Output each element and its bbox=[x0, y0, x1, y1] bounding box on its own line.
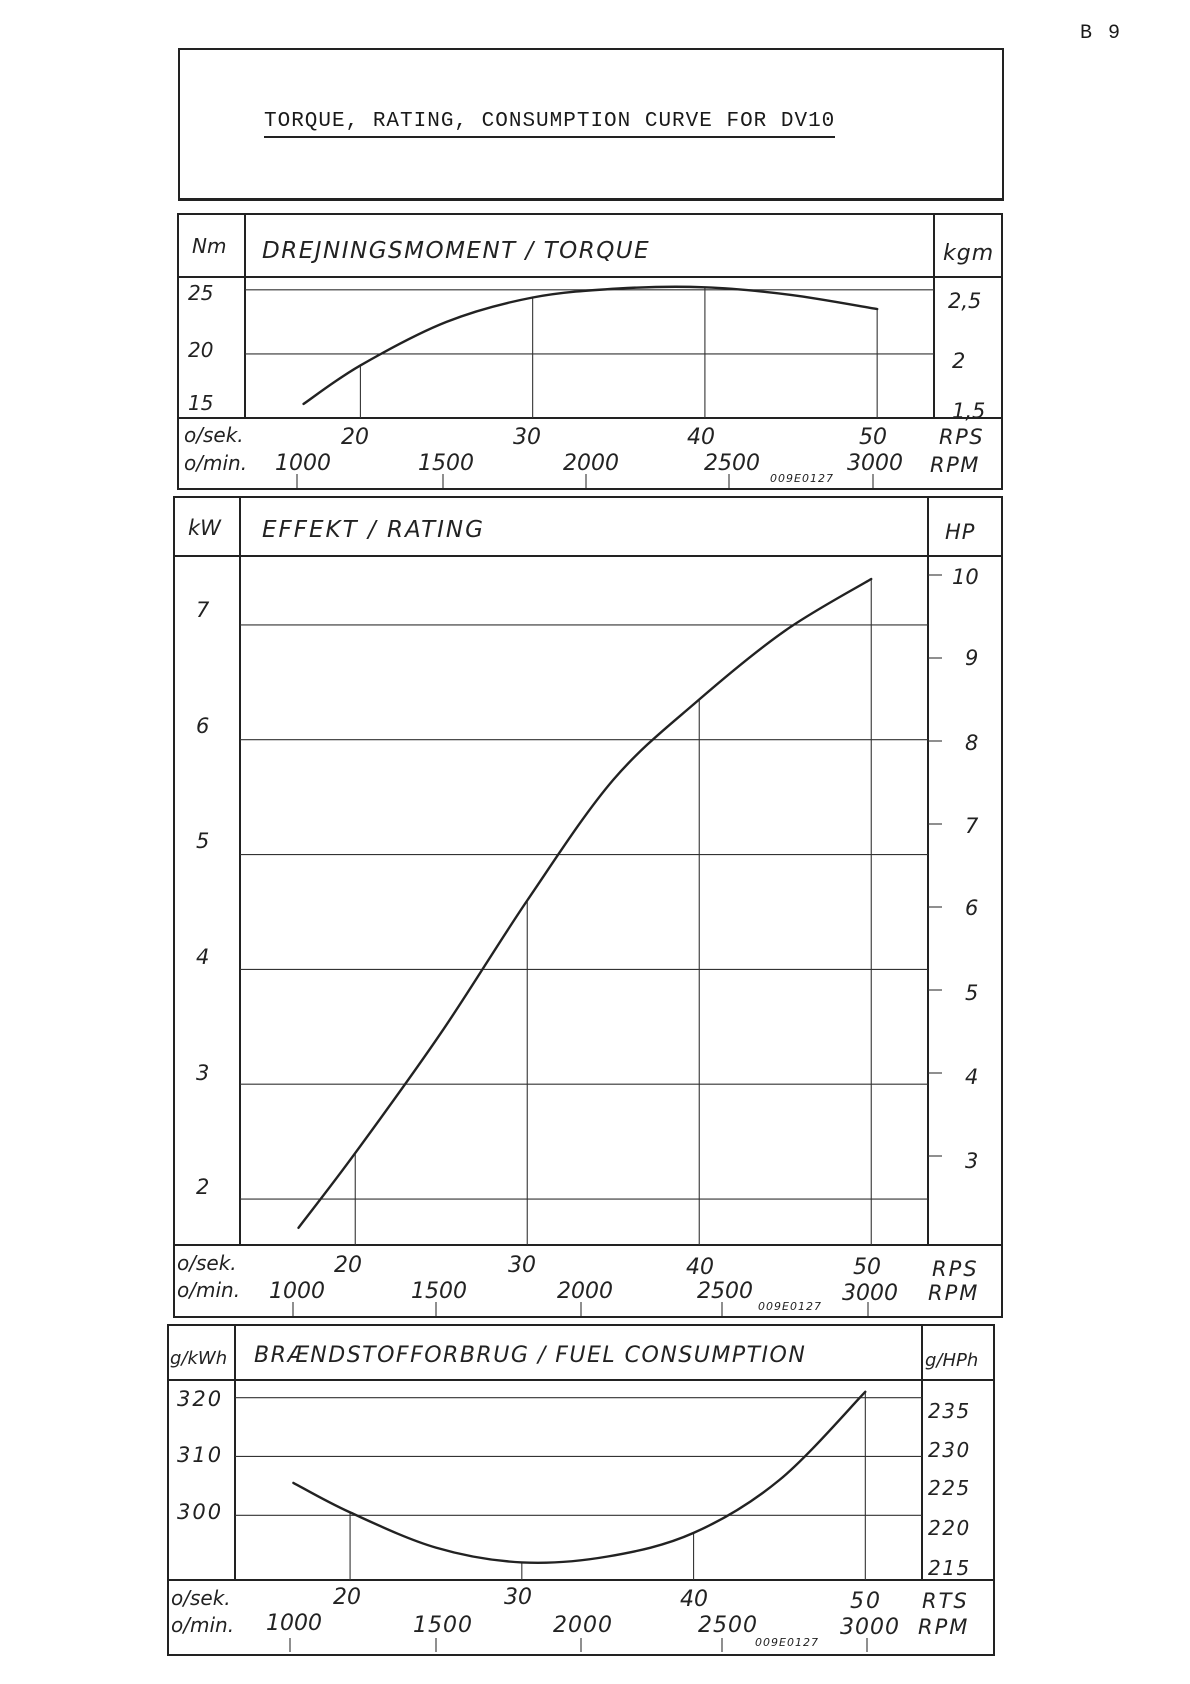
rating-chart bbox=[174, 497, 1002, 1317]
fuel-rpm-tick-1500: 1500 bbox=[413, 1613, 473, 1638]
fuel-yticks-right bbox=[928, 1399, 971, 1580]
rating-ytick-right-10: 10 bbox=[952, 565, 979, 589]
fuel-rps-tick-40: 40 bbox=[680, 1587, 708, 1612]
rating-curve bbox=[299, 579, 872, 1228]
torque-rpm-tick-2500: 2500 bbox=[704, 451, 760, 476]
torque-drop-lines bbox=[360, 287, 877, 418]
torque-ytick-25: 25 bbox=[188, 281, 214, 305]
torque-x-axis bbox=[184, 423, 984, 488]
rating-x-axis bbox=[177, 1251, 979, 1316]
torque-rps-row-label: o/sek. bbox=[184, 423, 244, 447]
rating-rpm-tick-2000: 2000 bbox=[557, 1279, 613, 1304]
torque-yticks bbox=[188, 281, 213, 415]
rating-rpm-row-label: o/min. bbox=[177, 1278, 241, 1302]
rating-ytick-right-4: 4 bbox=[965, 1065, 979, 1089]
rating-title: EFFEKT / RATING bbox=[262, 517, 485, 543]
rating-rpm-unit: RPM bbox=[928, 1281, 980, 1305]
torque-curve bbox=[304, 287, 878, 404]
rating-ytick-right-7: 7 bbox=[965, 814, 979, 838]
fuel-ytick-320: 320 bbox=[177, 1387, 224, 1411]
rating-rpm-tick-1000: 1000 bbox=[269, 1279, 325, 1304]
fuel-drawing-ref: 009E0127 bbox=[755, 1636, 819, 1649]
torque-ytick-20: 20 bbox=[188, 338, 214, 362]
fuel-ylabel: g/kWh bbox=[170, 1348, 228, 1369]
rating-ytick-5: 5 bbox=[196, 829, 210, 853]
fuel-rpm-tick-1000: 1000 bbox=[266, 1611, 322, 1636]
page-code: B 9 bbox=[1080, 22, 1123, 45]
rating-rps-unit: RPS bbox=[932, 1257, 979, 1281]
fuel-rps-tick-20: 20 bbox=[333, 1585, 361, 1610]
rating-ytick-4: 4 bbox=[196, 945, 210, 969]
fuel-rpm-row-label: o/min. bbox=[171, 1613, 235, 1637]
rating-rps-row-label: o/sek. bbox=[177, 1251, 237, 1275]
fuel-rpm-unit: RPM bbox=[918, 1615, 970, 1639]
rating-ylabel: kW bbox=[188, 516, 221, 540]
fuel-ytick-right-220: 220 bbox=[928, 1516, 971, 1540]
fuel-curve bbox=[293, 1392, 865, 1563]
torque-chart bbox=[178, 214, 1002, 489]
torque-rpm-tick-3000: 3000 bbox=[847, 451, 903, 476]
torque-gridlines bbox=[245, 290, 934, 354]
fuel-chart bbox=[168, 1325, 994, 1655]
torque-rps-tick-50: 50 bbox=[859, 425, 887, 450]
fuel-gridlines bbox=[235, 1398, 922, 1516]
fuel-ytick-right-230: 230 bbox=[928, 1438, 971, 1462]
torque-ytick-right-2-5: 2,5 bbox=[948, 289, 982, 313]
torque-ylabel: Nm bbox=[192, 234, 227, 258]
fuel-rpm-tick-2000: 2000 bbox=[553, 1613, 613, 1638]
torque-ytick-right-1-5: 1,5 bbox=[952, 399, 986, 423]
fuel-rpm-tick-2500: 2500 bbox=[698, 1613, 758, 1638]
rating-ytick-7: 7 bbox=[196, 598, 210, 622]
fuel-ytick-right-215: 215 bbox=[928, 1556, 971, 1580]
rating-ytick-right-6: 6 bbox=[965, 896, 979, 920]
fuel-ytick-300: 300 bbox=[177, 1500, 224, 1524]
torque-rpm-tick-1500: 1500 bbox=[418, 451, 474, 476]
torque-ytick-right-2: 2 bbox=[952, 349, 966, 373]
torque-rpm-unit: RPM bbox=[930, 453, 980, 477]
rating-ytick-3: 3 bbox=[196, 1061, 210, 1085]
torque-yticks-right bbox=[948, 289, 985, 423]
fuel-rps-tick-30: 30 bbox=[504, 1585, 532, 1610]
rating-rps-tick-30: 30 bbox=[508, 1253, 536, 1278]
rating-rps-tick-20: 20 bbox=[334, 1253, 362, 1278]
rating-gridlines bbox=[240, 625, 928, 1199]
fuel-ytick-310: 310 bbox=[177, 1443, 224, 1467]
rating-rps-tick-40: 40 bbox=[686, 1255, 714, 1280]
rating-frame bbox=[174, 497, 1002, 1317]
fuel-ytick-right-225: 225 bbox=[928, 1476, 971, 1500]
rating-ytick-2: 2 bbox=[196, 1175, 210, 1199]
fuel-x-axis bbox=[171, 1585, 969, 1652]
rating-ytick-right-3: 3 bbox=[965, 1149, 979, 1173]
rating-drawing-ref: 009E0127 bbox=[758, 1300, 822, 1313]
rating-rpm-tick-2500: 2500 bbox=[697, 1279, 753, 1304]
fuel-yticks bbox=[177, 1387, 223, 1524]
rating-ylabel-right: HP bbox=[945, 520, 976, 544]
torque-rps-unit: RPS bbox=[939, 425, 985, 449]
page-title: TORQUE, RATING, CONSUMPTION CURVE FOR DV10 bbox=[264, 110, 835, 138]
rating-ytick-6: 6 bbox=[196, 714, 210, 738]
rating-rpm-tick-3000: 3000 bbox=[842, 1281, 898, 1306]
rating-drop-lines bbox=[355, 579, 871, 1245]
torque-ytick-15: 15 bbox=[188, 391, 214, 415]
rating-ytick-right-8: 8 bbox=[965, 731, 979, 755]
torque-rpm-tick-2000: 2000 bbox=[563, 451, 619, 476]
rating-yticks bbox=[196, 598, 210, 1199]
fuel-rps-row-label: o/sek. bbox=[171, 1586, 231, 1610]
fuel-title: BRÆNDSTOFFORBRUG / FUEL CONSUMPTION bbox=[254, 1343, 807, 1368]
torque-drawing-ref: 009E0127 bbox=[770, 472, 834, 485]
rating-rps-tick-50: 50 bbox=[853, 1255, 881, 1280]
torque-rps-tick-40: 40 bbox=[687, 425, 715, 450]
torque-rps-tick-20: 20 bbox=[341, 425, 369, 450]
fuel-drop-lines bbox=[350, 1392, 865, 1580]
fuel-ylabel-right: g/HPh bbox=[925, 1350, 979, 1371]
rating-rpm-tick-1500: 1500 bbox=[411, 1279, 467, 1304]
torque-rpm-tick-1000: 1000 bbox=[275, 451, 331, 476]
fuel-rps-tick-50: 50 bbox=[850, 1589, 882, 1614]
rating-right-tick-marks bbox=[928, 575, 942, 1156]
rating-ytick-right-5: 5 bbox=[965, 981, 979, 1005]
fuel-rts-unit: RTS bbox=[922, 1589, 969, 1613]
torque-title: DREJNINGSMOMENT / TORQUE bbox=[262, 238, 651, 264]
torque-rps-tick-30: 30 bbox=[513, 425, 541, 450]
fuel-ytick-right-235: 235 bbox=[928, 1399, 971, 1423]
torque-rpm-row-label: o/min. bbox=[184, 451, 248, 475]
rating-yticks-right bbox=[952, 565, 979, 1173]
fuel-rpm-tick-3000: 3000 bbox=[840, 1615, 900, 1640]
rating-ytick-right-9: 9 bbox=[965, 646, 979, 670]
torque-ylabel-right: kgm bbox=[943, 241, 995, 266]
